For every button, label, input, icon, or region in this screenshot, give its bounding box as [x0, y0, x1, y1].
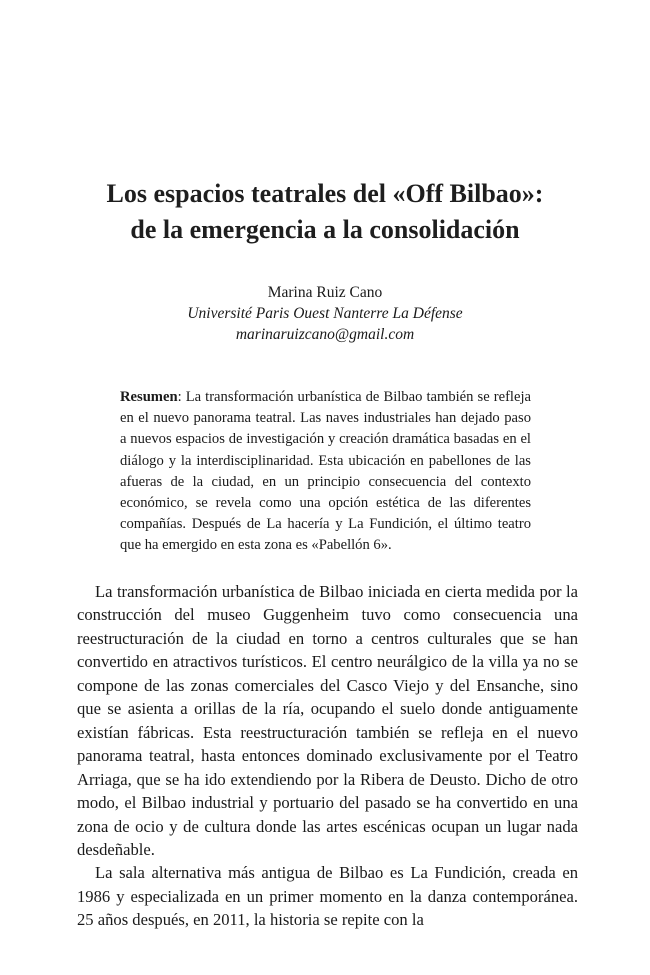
article-title [60, 176, 590, 248]
author-block [60, 282, 590, 345]
author-name: Marina Ruiz Cano [267, 284, 383, 301]
body-paragraph: La transformación urbanística de Bilbao iniciada en cierta medida por la construcción del museo Guggenheim tuvo como consecuencia una reestructuración de la ciudad en torno a centros culturales que se han convertido en atractivos turísticos. El centro neurálgico de la villa ya no se compone de las zonas comerciales del Casco Viejo y del Ensanche, sino que se asienta a orillas de la ría, ocupando el suelo donde antiguamente existían fábricas. Esta reestructuración también se refleja en el nuevo panorama teatral, hasta entonces dominado exclusivamente por el Teatro Arriaga, que se ha ido extendiendo por la Ribera de Deusto. Dicho de otro modo, el Bilbao industrial y portuario del pasado se ha convertido en una zona de ocio y de cultura donde las artes escénicas ocupan un lugar nada desdeñable. [77, 582, 578, 859]
abstract-text: : La transformación urbanística de Bilbao también se refleja en el nuevo panorama teatral. Las naves industriales han dejado paso a nuevos espacios de investigación y creación dramática basadas en el diálogo y la interdisciplinaridad. Esta ubicación en pabellones de las afueras de la ciudad, en un principio consecuencia del contexto económico, se revela como una opción estética de las diferentes compañías. Después de La hacería y La Fundición, el último teatro que ha emergido en esta zona es «Pabellón 6». [120, 389, 531, 554]
title-line-2: de la emergencia a la consolidación [130, 215, 520, 244]
author-email: marinaruizcano@gmail.com [235, 326, 415, 343]
abstract [120, 387, 531, 557]
author-affiliation: Université Paris Ouest Nanterre La Défense [187, 305, 463, 322]
body-text [77, 580, 578, 932]
body-paragraph: La sala alternativa más antigua de Bilbao es La Fundición, creada en 1986 y especializada en un primer momento en la danza contemporánea. 25 años después, en 2011, la historia se repite con la [77, 863, 578, 930]
abstract-label: Resumen [120, 389, 178, 405]
title-line-1: Los espacios teatrales del «Off Bilbao»: [106, 179, 544, 208]
